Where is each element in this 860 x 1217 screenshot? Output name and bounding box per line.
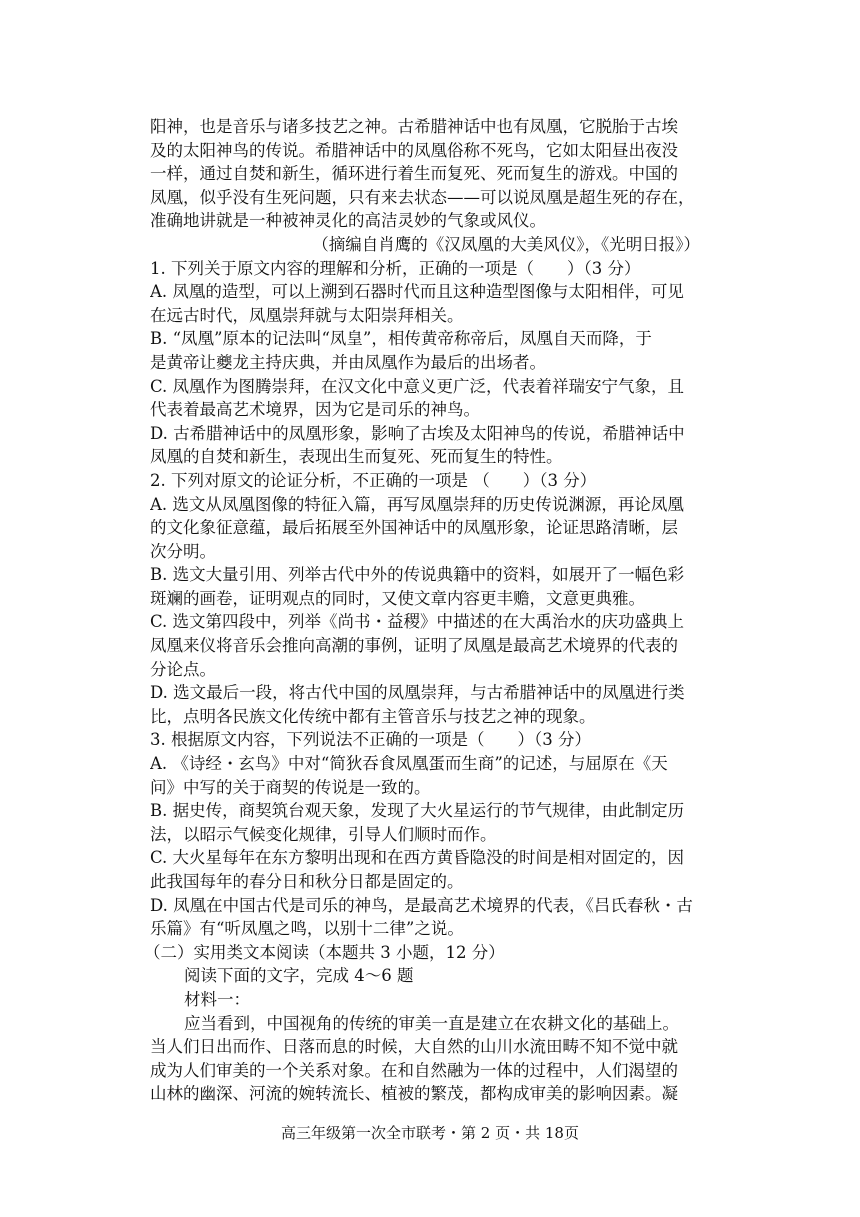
- question-2: [150, 469, 718, 729]
- option-c: C. 选文第四段中，列举《尚书・益稷》中描述的在大禹治水的庆功盛典上: [150, 612, 685, 632]
- option-b-cont: 法，以昭示气候变化规律，引导人们顺时而作。: [150, 824, 497, 844]
- page-footer: 高三年级第一次全市联考・第 2 页・共 18页: [281, 1124, 579, 1142]
- page-content: [144, 115, 718, 1106]
- option-c: C. 大火星每年在东方黎明出现和在西方黄昏隐没的时间是相对固定的，因: [150, 848, 685, 868]
- option-a: A. 选文从凤凰图像的特征入篇，再写凤凰崇拜的历史传说渊源，再论凤凰: [150, 494, 684, 514]
- text-line: 当人们日出而作、日落而息的时候，大自然的山川水流田畴不知不觉中就: [150, 1037, 678, 1057]
- option-d: D. 凤凰在中国古代是司乐的神鸟，是最高艺术境界的代表，《吕氏春秋・古: [150, 895, 693, 915]
- option-c: C. 凤凰作为图腾崇拜，在汉文化中意义更广泛，代表着祥瑞安宁气象，且: [150, 376, 685, 396]
- option-b-cont: 斑斓的画卷，证明观点的同时，又使文章内容更丰赡，文意更典雅。: [150, 588, 645, 608]
- question-stem: 1. 下列关于原文内容的理解和分析，正确的一项是（ ）（3 分）: [150, 258, 641, 278]
- option-d-cont: 比，点明各民族文化传统中都有主管音乐与技艺之神的现象。: [150, 706, 596, 726]
- option-d: D. 古希腊神话中的凤凰形象，影响了古埃及太阳神鸟的传说，希腊神话中: [150, 423, 685, 443]
- option-a: A. 凤凰的造型，可以上溯到石器时代而且这种造型图像与太阳相伴，可见: [150, 282, 684, 302]
- option-b: B. “凤凰”原本的记法叫“凤皇”，相传黄帝称帝后，凤凰自天而降，于: [150, 329, 652, 349]
- text-line: 一样，通过自焚和新生，循环进行着生而复死、死而复生的游戏。中国的: [150, 164, 678, 184]
- text-line: 应当看到，中国视角的传统的审美一直是建立在农耕文化的基础上。: [184, 1013, 679, 1033]
- option-c-cont: 代表着最高艺术境界，因为它是司乐的神鸟。: [150, 400, 480, 420]
- option-a-cont: 问》中写的关于商契的传说是一致的。: [150, 777, 431, 797]
- text-line: 准确地讲就是一种被神灵化的高洁灵妙的气象或风仪。: [150, 211, 546, 231]
- option-b: B. 据史传，商契筑台观天象，发现了大火星运行的节气规律，由此制定历: [150, 801, 685, 821]
- section-title: （二）实用类文本阅读（本题共 3 小题，12 分）: [144, 942, 505, 962]
- option-d-cont: 乐篇》有“听凤凰之鸣，以别十二律”之说。: [150, 919, 464, 939]
- text-line: 阳神，也是音乐与诸多技艺之神。古希腊神话中也有凤凰，它脱胎于古埃: [150, 117, 678, 136]
- text-line: 成为人们审美的一个关系对象。在和自然融为一体的过程中，人们渴望的: [150, 1060, 678, 1080]
- question-3: [150, 728, 718, 940]
- option-c-cont: 凤凰来仪将音乐会推向高潮的事例，证明了凤凰是最高艺术境界的代表的: [150, 636, 678, 656]
- section-practical-reading: [144, 941, 718, 1106]
- option-a-cont: 在远古时代，凤凰崇拜就与太阳崇拜相关。: [150, 305, 464, 325]
- question-stem: 2. 下列对原文的论证分析，不正确的一项是 （ ）（3 分）: [150, 470, 597, 490]
- text-line: 凤凰，似乎没有生死问题，只有来去状态——可以说凤凰是超生死的存在，: [150, 187, 695, 207]
- section-instruction: 阅读下面的文字，完成 4～6 题: [184, 966, 414, 986]
- option-d-cont: 凤凰的自焚和新生，表现出生而复死、死而复生的特性。: [150, 447, 563, 467]
- question-stem: 3. 根据原文内容，下列说法不正确的一项是（ ）（3 分）: [150, 730, 591, 750]
- option-c-cont: 此我国每年的春分日和秋分日都是固定的。: [150, 872, 464, 891]
- material-label: 材料一：: [184, 989, 250, 1009]
- text-line: 及的太阳神鸟的传说。希腊神话中的凤凰俗称不死鸟，它如太阳昼出夜没: [150, 140, 678, 160]
- source-citation: （摘编自肖鹰的《汉凤凰的大美风仪》，《光明日报》）: [312, 234, 700, 254]
- option-a-cont: 次分明。: [150, 541, 216, 561]
- option-b: B. 选文大量引用、列举古代中外的传说典籍中的资料，如展开了一幅色彩: [150, 565, 685, 585]
- option-a: A. 《诗经・玄鸟》中对“简狄吞食凤凰蛋而生商”的记述，与屈原在《天: [150, 754, 668, 774]
- option-d: D. 选文最后一段，将古代中国的凤凰崇拜，与古希腊神话中的凤凰进行类: [150, 683, 685, 703]
- option-c-cont: 分论点。: [150, 659, 216, 679]
- option-b-cont: 是黄帝让夔龙主持庆典，并由凤凰作为最后的出场者。: [150, 352, 546, 372]
- question-1: [150, 257, 718, 469]
- text-line: 山林的幽深、河流的婉转流长、植被的繁茂，都构成审美的影响因素。凝: [150, 1084, 678, 1104]
- option-a-cont: 的文化象征意蕴，最后拓展至外国神话中的凤凰形象，论证思路清晰，层: [150, 518, 678, 538]
- passage-continuation: [150, 115, 718, 257]
